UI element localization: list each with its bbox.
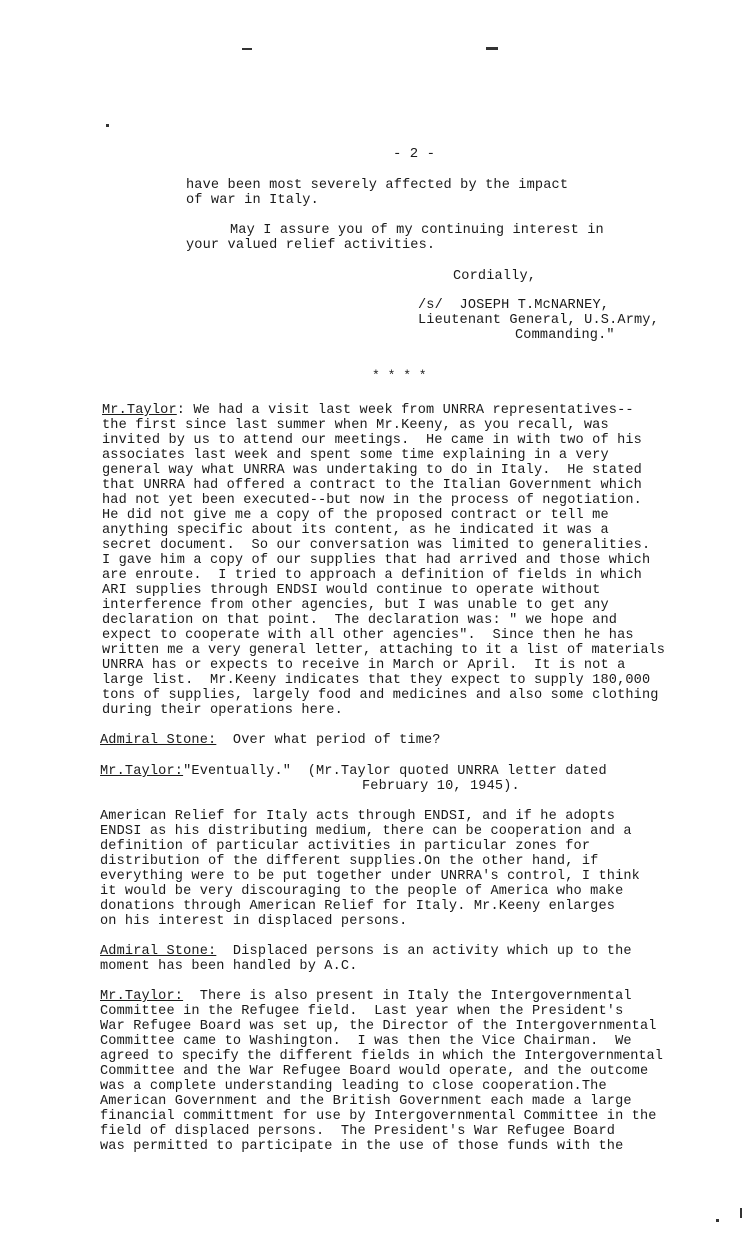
closing-salutation: Cordially,	[453, 269, 537, 284]
paragraph-line: was permitted to participate in the use of those funds with the	[100, 1139, 624, 1154]
scan-mark	[106, 124, 109, 127]
paragraph-line: it would be very discouraging to the people of America who make	[100, 884, 624, 899]
paragraph-line: definition of particular activities in particular zones for	[100, 839, 591, 854]
paragraph-line: February 10, 1945).	[362, 779, 520, 794]
paragraph-line: Committee and the War Refugee Board would operate, and the outcome	[100, 1064, 649, 1079]
speaker-label: Admiral Stone:	[100, 733, 217, 748]
speech-text: There is also present in Italy the Intergovernmental	[183, 989, 632, 1004]
speech-text: Displaced persons is an activity which up to the	[216, 944, 632, 959]
paragraph-line: interference from other agencies, but I was unable to get any	[102, 598, 609, 613]
paragraph-line	[100, 764, 607, 779]
letter-line: your valued relief activities.	[186, 238, 436, 253]
paragraph-line: ENDSI as his distributing medium, there can be cooperation and a	[100, 824, 632, 839]
paragraph-line	[102, 403, 634, 418]
paragraph-line: everything were to be put together under UNRRA's control, I think	[100, 869, 640, 884]
paragraph-line: the first since last summer when Mr.Keeny, as you recall, was	[102, 418, 609, 433]
paragraph-line: large list. Mr.Keeny indicates that they expect to supply 180,000	[102, 673, 651, 688]
paragraph-line: associates last week and spent some time explaining in a very	[102, 448, 609, 463]
paragraph-line: moment has been handled by A.C.	[100, 959, 358, 974]
scan-mark	[242, 48, 252, 50]
paragraph-line: anything specific about its content, as he indicated it was a	[102, 523, 609, 538]
paragraph-line: War Refugee Board was set up, the Director of the Intergovernmental	[100, 1019, 657, 1034]
paragraph-line: donations through American Relief for Italy. Mr.Keeny enlarges	[100, 899, 616, 914]
paragraph-line: was a complete understanding leading to close cooperation.The	[100, 1079, 607, 1094]
paragraph-line: invited by us to attend our meetings. He came in with two of his	[102, 433, 642, 448]
paragraph-line: UNRRA has or expects to receive in March or April. It is not a	[102, 658, 626, 673]
page-number: - 2 -	[393, 146, 436, 162]
letter-line: of war in Italy.	[186, 193, 319, 208]
paragraph-line: written me a very general letter, attaching to it a list of materials	[102, 643, 665, 658]
paragraph-line: had not yet been executed--but now in the process of negotiation.	[102, 493, 642, 508]
paragraph-line: are enroute. I tried to approach a definition of fields in which	[102, 568, 642, 583]
scan-mark	[716, 1219, 719, 1222]
paragraph-line: He did not give me a copy of the proposed contract or tell me	[102, 508, 609, 523]
signature-line: /s/ JOSEPH T.McNARNEY,	[418, 298, 610, 313]
paragraph-line: Committee came to Washington. I was then the Vice Chairman. We	[100, 1034, 632, 1049]
paragraph-line: agreed to specify the different fields in which the Intergovernmental	[100, 1049, 663, 1064]
speaker-label: Mr.Taylor:	[100, 989, 184, 1004]
paragraph-line: distribution of the different supplies.On the other hand, if	[100, 854, 599, 869]
signature-title: Commanding."	[515, 328, 615, 343]
paragraph-line: secret document. So our conversation was limited to generalities.	[102, 538, 651, 553]
paragraph-line: ARI supplies through ENDSI would continue to operate without	[102, 583, 601, 598]
paragraph-line: that UNRRA had offered a contract to the Italian Government which	[102, 478, 642, 493]
paragraph-line: on his interest in displaced persons.	[100, 914, 408, 929]
paragraph-line	[100, 944, 632, 959]
speaker-label: Mr.Taylor:	[100, 764, 184, 779]
paragraph-line: field of displaced persons. The President's War Refugee Board	[100, 1124, 616, 1139]
paragraph-line: declaration on that point. The declaration was: " we hope and	[102, 613, 618, 628]
paragraph-line: financial committment for use by Intergovernmental Committee in the	[100, 1109, 657, 1124]
speaker-label: Mr.Taylor	[102, 403, 177, 418]
section-separator: * * * *	[372, 368, 427, 383]
signature-rank: Lieutenant General, U.S.Army,	[418, 313, 659, 328]
paragraph-line: general way what UNRRA was undertaking to do in Italy. He stated	[102, 463, 642, 478]
paragraph-line: Committee in the Refugee field. Last year when the President's	[100, 1004, 624, 1019]
scan-mark	[486, 47, 498, 50]
paragraph-line: tons of supplies, largely food and medicines and also some clothing	[102, 688, 659, 703]
paragraph-line	[100, 733, 441, 748]
speech-text: "Eventually." (Mr.Taylor quoted UNRRA letter dated	[183, 764, 607, 779]
paragraph-line: American Relief for Italy acts through ENDSI, and if he adopts	[100, 809, 616, 824]
paragraph-line: I gave him a copy of our supplies that had arrived and those which	[102, 553, 651, 568]
paragraph-line: expect to cooperate with all other agencies". Since then he has	[102, 628, 634, 643]
speech-text: Over what period of time?	[216, 733, 441, 748]
paragraph-line	[100, 989, 632, 1004]
speech-text: : We had a visit last week from UNRRA representatives--	[176, 403, 634, 418]
paragraph-line: American Government and the British Government each made a large	[100, 1094, 632, 1109]
paragraph-line: during their operations here.	[102, 703, 343, 718]
letter-line: have been most severely affected by the impact	[186, 178, 569, 193]
scan-mark	[740, 1208, 742, 1218]
letter-line: May I assure you of my continuing interest in	[230, 223, 604, 238]
speaker-label: Admiral Stone:	[100, 944, 217, 959]
